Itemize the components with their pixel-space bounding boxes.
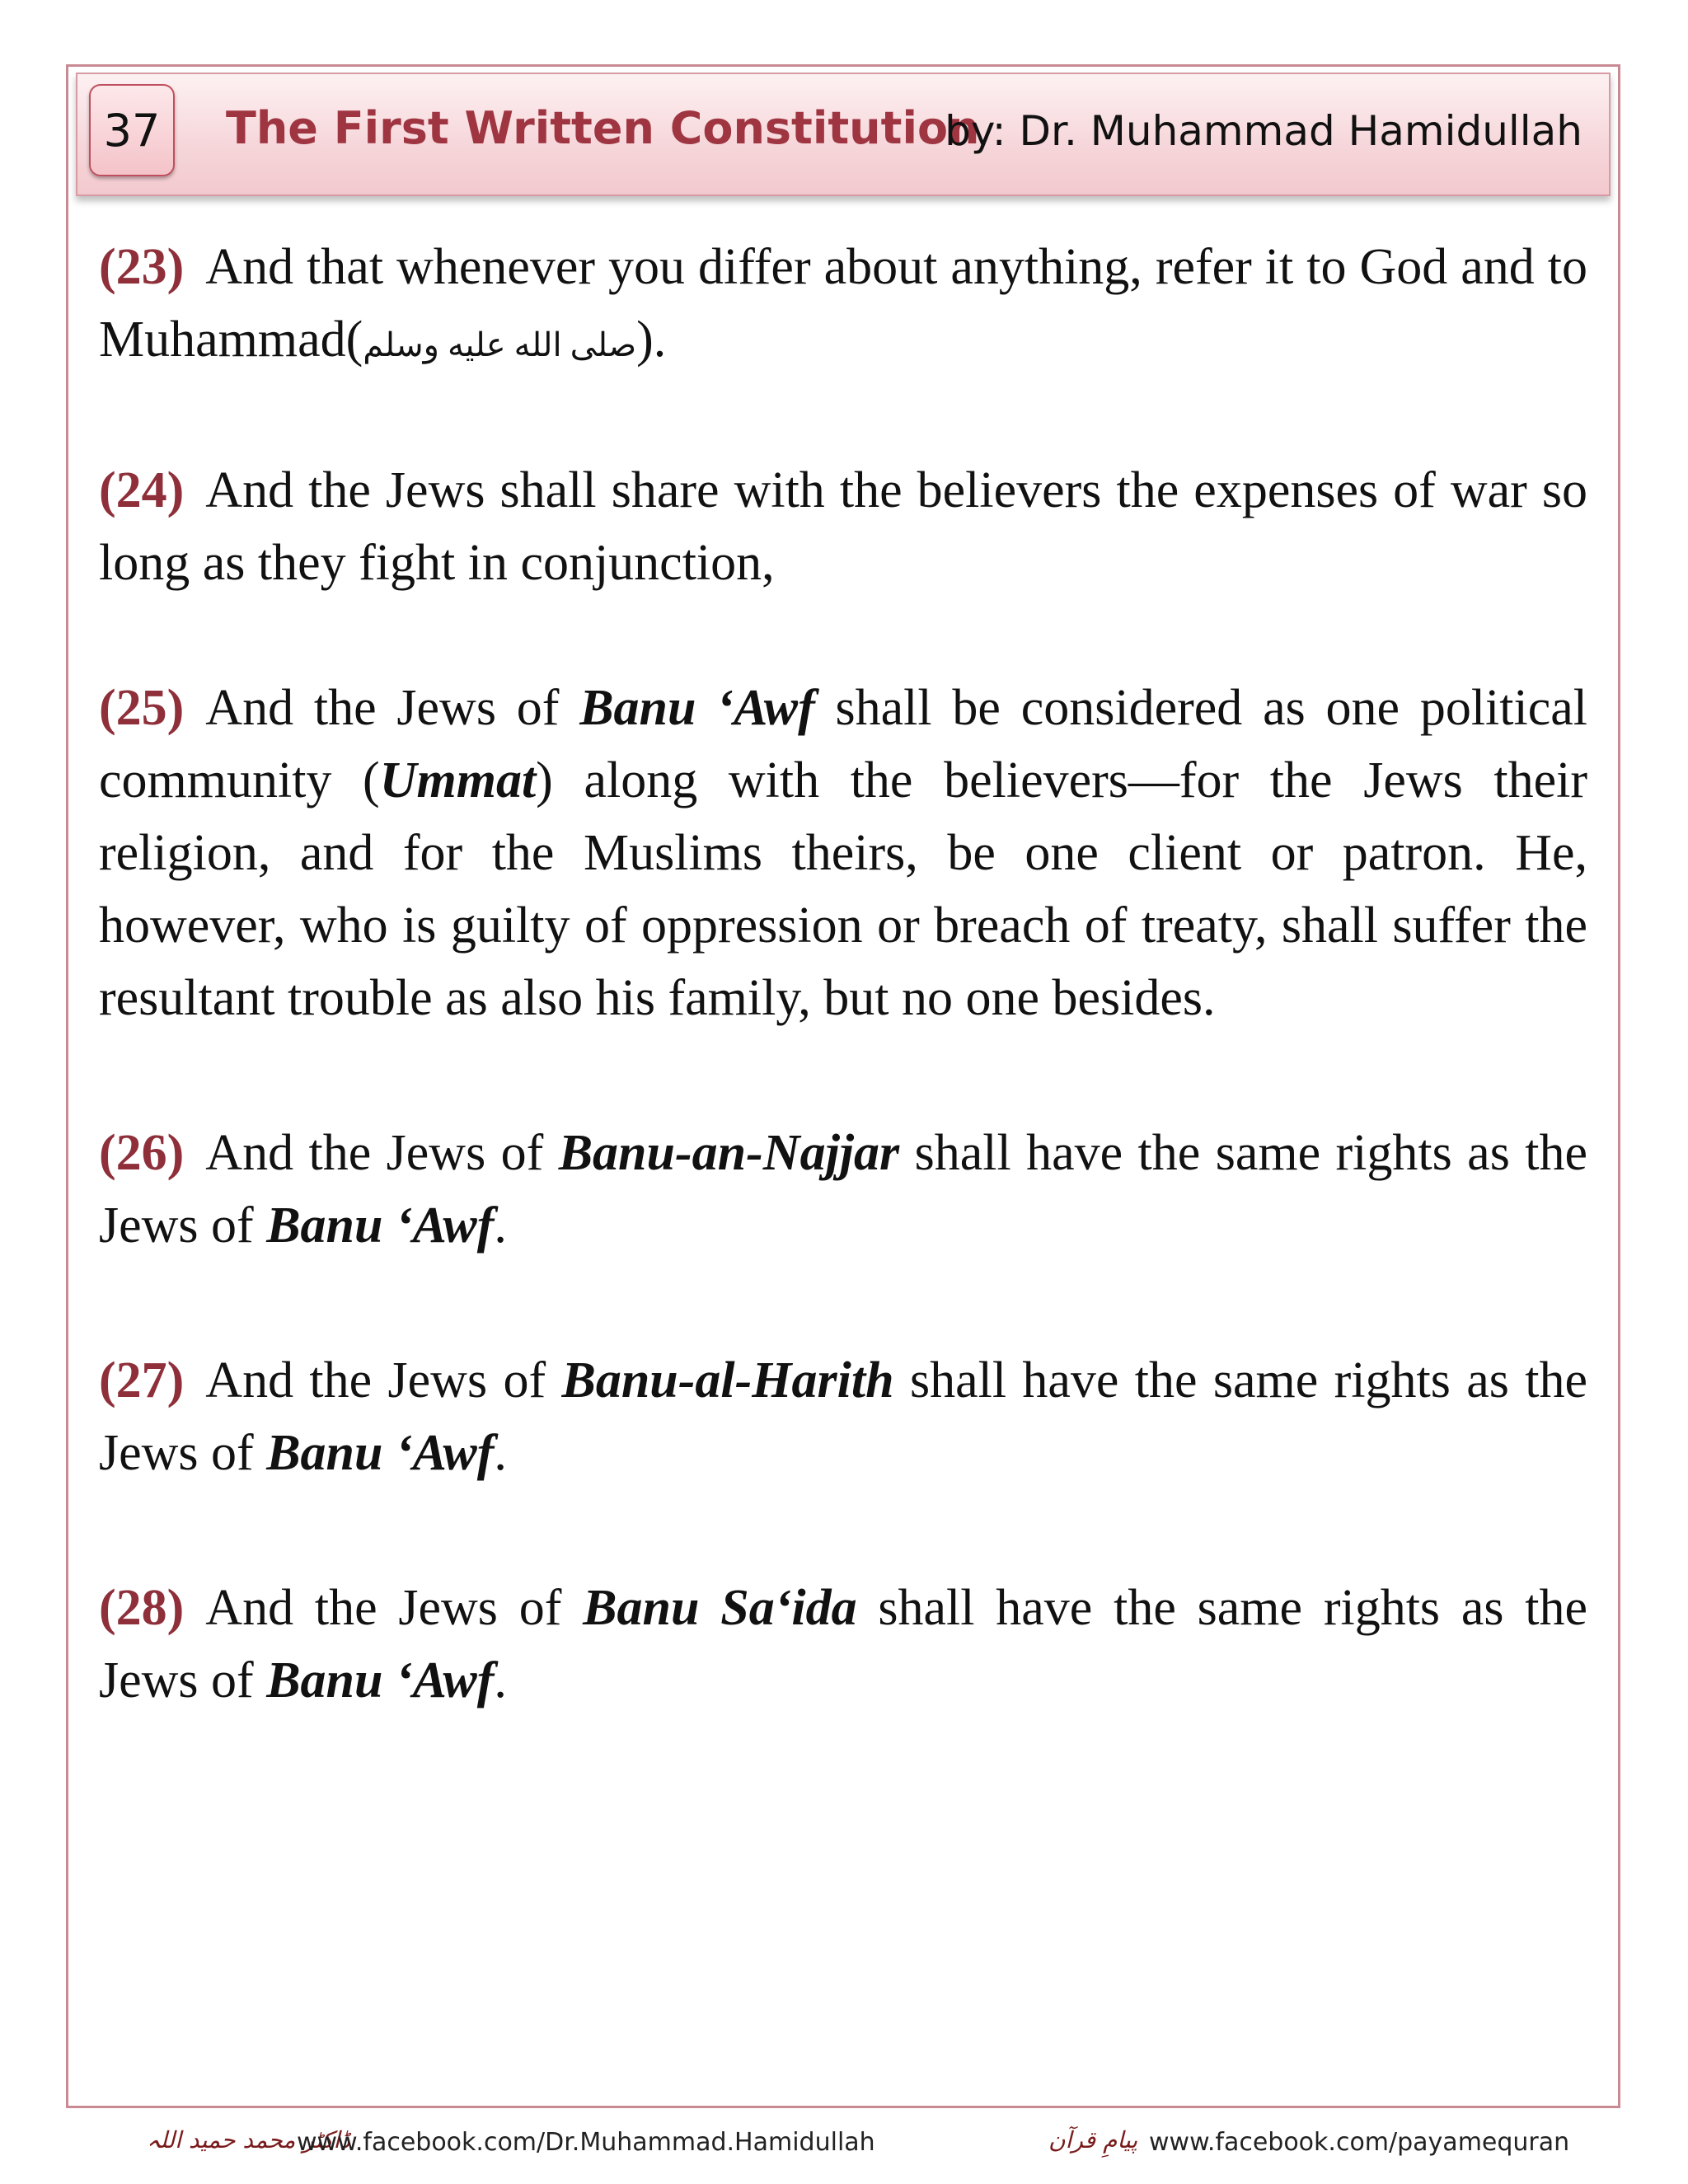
tribe-name: Banu-al-Harith bbox=[561, 1352, 894, 1408]
paragraph-27 bbox=[99, 1344, 1587, 1489]
clause-number: (24) bbox=[99, 462, 185, 518]
content-body bbox=[99, 231, 1587, 1717]
tribe-name: Banu ‘Awf bbox=[266, 1197, 495, 1254]
document-title: The First Written Constitution bbox=[226, 102, 980, 154]
paragraph-24 bbox=[99, 454, 1587, 599]
tribe-name: Banu ‘Awf bbox=[266, 1652, 495, 1708]
paragraph-text: And the Jews of bbox=[205, 680, 580, 736]
tribe-name: Banu ‘Awf bbox=[266, 1425, 495, 1481]
paragraph-text: And the Jews of bbox=[205, 1352, 562, 1408]
paragraph-28 bbox=[99, 1572, 1587, 1717]
paragraph-25 bbox=[99, 672, 1587, 1034]
tribe-name: Banu-an-Najjar bbox=[558, 1125, 900, 1181]
paragraph-text: ). bbox=[636, 312, 667, 368]
paragraph-text: shall be considered as one political community ( bbox=[99, 680, 1587, 808]
author-byline: by: Dr. Muhammad Hamidullah bbox=[945, 107, 1582, 155]
clause-number: (25) bbox=[99, 680, 185, 736]
paragraph-text: shall have the same rights as the Jews of bbox=[99, 1580, 1588, 1708]
page-header bbox=[76, 73, 1611, 196]
page-footer bbox=[0, 2123, 1688, 2164]
paragraph-text: And the Jews of bbox=[205, 1580, 584, 1636]
tribe-name: Banu ‘Awf bbox=[579, 680, 815, 736]
paragraph-26 bbox=[99, 1117, 1587, 1262]
clause-number: (27) bbox=[99, 1352, 185, 1408]
paragraph-text: And the Jews shall share with the believers the expenses of war so long as they fight in conjunction, bbox=[99, 462, 1587, 591]
tribe-name: Banu Sa‘ida bbox=[583, 1580, 857, 1636]
paragraph-text: shall have the same rights as the Jews of bbox=[99, 1125, 1587, 1254]
paragraph-text: shall have the same rights as the Jews of bbox=[99, 1352, 1588, 1481]
clause-number: (26) bbox=[99, 1125, 185, 1181]
footer-author-arabic: ڈاکٹر محمد حمید اللہ bbox=[147, 2126, 350, 2154]
footer-author-link[interactable]: www.facebook.com/Dr.Muhammad.Hamidullah bbox=[297, 2128, 875, 2157]
footer-payam-arabic: پیامِ قرآن bbox=[1048, 2126, 1138, 2154]
paragraph-text: ) along with the believers—for the Jews their religion, and for the Muslims theirs, be one client or patron. He, however, who is guilty of oppression or breach of treaty, shall suffer the resultant trouble as also his family, but no one besides. bbox=[99, 752, 1587, 1026]
paragraph-23 bbox=[99, 231, 1587, 382]
footer-payam-link[interactable]: www.facebook.com/payamequran bbox=[1149, 2128, 1570, 2157]
honorific-arabic: صلى الله عليه وسلم bbox=[363, 326, 637, 363]
paragraph-text: . bbox=[494, 1197, 507, 1254]
paragraph-text: . bbox=[494, 1425, 507, 1481]
paragraph-text: And the Jews of bbox=[205, 1125, 559, 1181]
clause-number: (23) bbox=[99, 239, 185, 295]
paragraph-text: And that whenever you differ about anything, refer it to God and to Muhammad( bbox=[99, 239, 1587, 368]
page-number-badge: 37 bbox=[89, 84, 175, 176]
term-ummat: Ummat bbox=[379, 752, 537, 808]
clause-number: (28) bbox=[99, 1580, 185, 1636]
paragraph-text: . bbox=[494, 1652, 507, 1708]
